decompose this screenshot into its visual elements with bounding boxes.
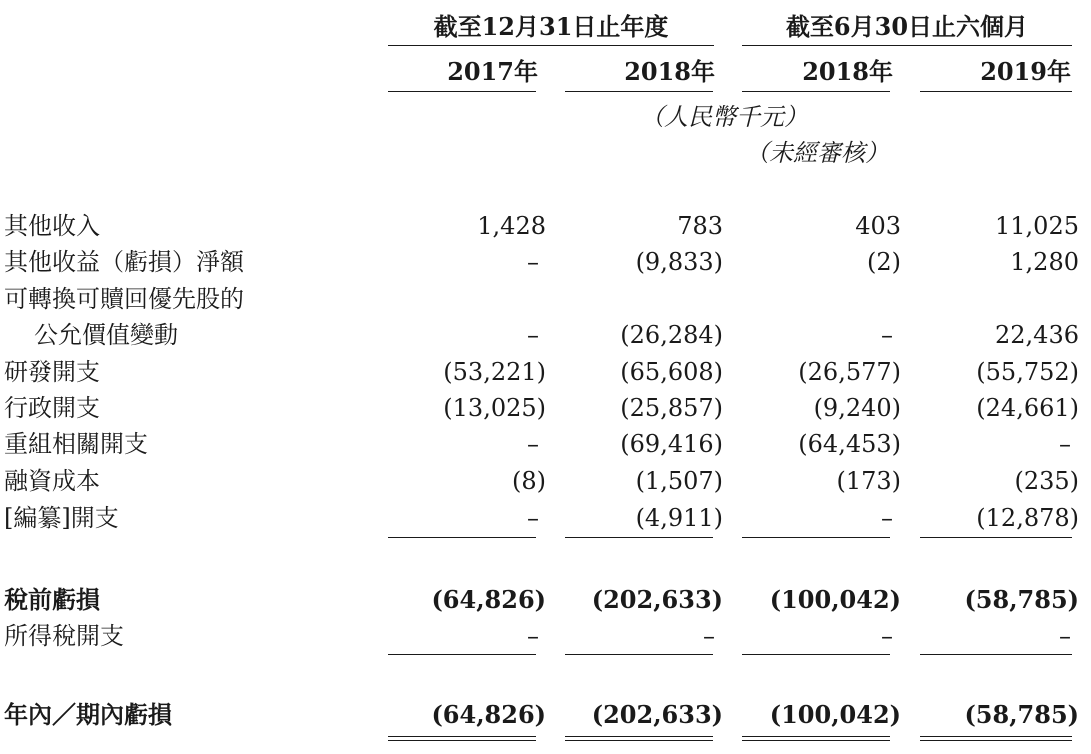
cell-value: (58,785): [964, 585, 1079, 614]
row-label-loss-before-tax: 稅前虧損: [4, 585, 100, 614]
header-group-halfyear: 截至6月30日止六個月: [785, 12, 1029, 41]
cell-value: (12,878): [976, 504, 1079, 532]
cell-value: (26,284): [620, 321, 723, 349]
row-label-admin: 行政開支: [4, 394, 100, 422]
cell-value: (64,453): [798, 430, 901, 458]
subtotal-rule-3: [742, 537, 890, 538]
total-rule-2: [565, 654, 713, 655]
cell-value: –: [1059, 622, 1071, 650]
cell-value: –: [527, 430, 539, 458]
row-label-other-gains: 其他收益（虧損）淨額: [4, 248, 244, 276]
unaudited-label: （未經審核）: [745, 139, 889, 167]
cell-value: (55,752): [976, 358, 1079, 386]
cell-value: (9,240): [813, 394, 901, 422]
cell-value: (173): [836, 467, 901, 495]
row-label-fair-value: 公允價值變動: [34, 321, 178, 349]
year-head-2018: 2018年: [624, 57, 715, 86]
row-label-income-tax: 所得稅開支: [4, 622, 124, 650]
cell-value: –: [527, 622, 539, 650]
cell-value: (1,507): [635, 467, 723, 495]
double-rule-2: [565, 736, 713, 741]
cell-value: (58,785): [964, 700, 1079, 729]
cell-value: (8): [512, 467, 546, 495]
cell-value: (100,042): [769, 585, 901, 614]
cell-value: –: [881, 504, 893, 532]
subtotal-rule-4: [920, 537, 1072, 538]
total-rule-4: [920, 654, 1072, 655]
subtotal-rule-1: [388, 537, 536, 538]
cell-value: (2): [867, 248, 901, 276]
row-label-convertible: 可轉換可贖回優先股的: [4, 285, 244, 313]
header-group-halfyear-rule: [742, 45, 1072, 46]
row-label-loss-for-period: 年內／期內虧損: [4, 700, 172, 729]
cell-value: (202,633): [591, 700, 723, 729]
cell-value: 22,436: [995, 321, 1079, 349]
cell-value: –: [1059, 430, 1071, 458]
double-rule-3: [742, 736, 890, 741]
cell-value: 1,428: [477, 212, 546, 240]
row-label-listing-expense: [編纂]開支: [4, 504, 119, 532]
cell-value: (25,857): [620, 394, 723, 422]
cell-value: (9,833): [635, 248, 723, 276]
cell-value: (4,911): [635, 504, 723, 532]
double-rule-4: [920, 736, 1072, 741]
cell-value: (53,221): [443, 358, 546, 386]
cell-value: (100,042): [769, 700, 901, 729]
cell-value: 11,025: [995, 212, 1079, 240]
year-rule-3: [742, 91, 890, 92]
row-label-rnd: 研發開支: [4, 358, 100, 386]
year-rule-1: [388, 91, 536, 92]
cell-value: (235): [1014, 467, 1079, 495]
row-label-other-income: 其他收入: [4, 212, 100, 240]
cell-value: 403: [855, 212, 901, 240]
header-group-year-rule: [388, 45, 714, 46]
total-rule-1: [388, 654, 536, 655]
unit-label: （人民幣千元）: [640, 103, 808, 131]
cell-value: –: [881, 622, 893, 650]
row-label-finance-cost: 融資成本: [4, 467, 100, 495]
cell-value: (26,577): [798, 358, 901, 386]
cell-value: –: [527, 321, 539, 349]
subtotal-rule-2: [565, 537, 713, 538]
cell-value: (24,661): [976, 394, 1079, 422]
year-head-2017: 2017年: [447, 57, 538, 86]
cell-value: –: [527, 248, 539, 276]
cell-value: (64,826): [431, 585, 546, 614]
cell-value: 1,280: [1010, 248, 1079, 276]
total-rule-3: [742, 654, 890, 655]
year-head-2018-half: 2018年: [802, 57, 893, 86]
double-rule-1: [388, 736, 536, 741]
cell-value: –: [703, 622, 715, 650]
cell-value: 783: [677, 212, 723, 240]
year-head-2019-half: 2019年: [980, 57, 1071, 86]
header-group-year: 截至12月31日止年度: [433, 12, 669, 41]
year-rule-2: [565, 91, 713, 92]
row-label-restructuring: 重組相關開支: [4, 430, 148, 458]
cell-value: –: [881, 321, 893, 349]
cell-value: (13,025): [443, 394, 546, 422]
cell-value: (202,633): [591, 585, 723, 614]
cell-value: (69,416): [620, 430, 723, 458]
cell-value: (64,826): [431, 700, 546, 729]
year-rule-4: [920, 91, 1072, 92]
cell-value: –: [527, 504, 539, 532]
cell-value: (65,608): [620, 358, 723, 386]
